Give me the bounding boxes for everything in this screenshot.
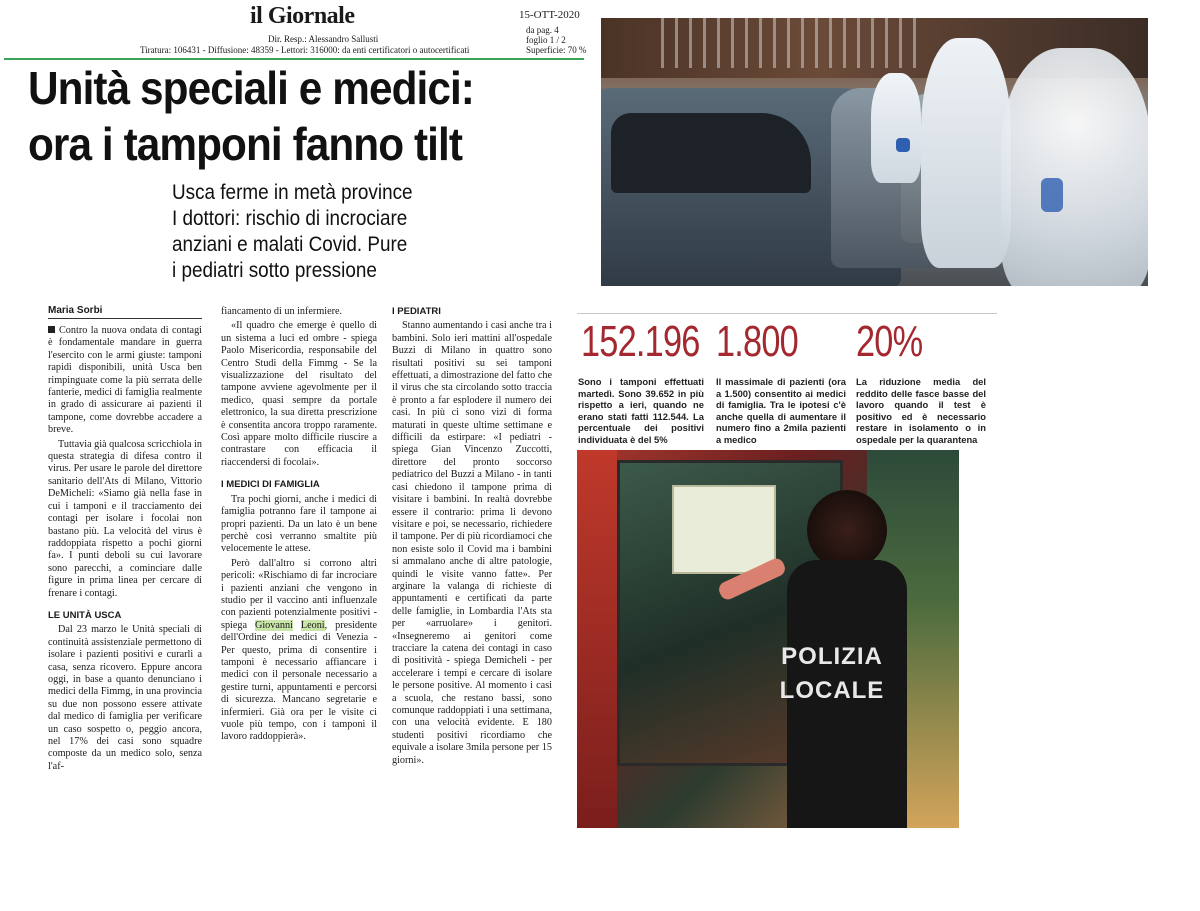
vest-line-2: LOCALE xyxy=(779,677,885,704)
photo-polizia-locale xyxy=(577,450,959,828)
subhead-line-1: Usca ferme in metà province xyxy=(172,181,413,204)
newspaper-logo: il Giornale xyxy=(250,3,355,29)
stat-text-3: La riduzione media del reddito delle fasce basse del lavoro quando il test è positivo ed è necessario restare in isolamento o in ospedale per la quarantena xyxy=(856,376,986,445)
vest-line-1: POLIZIA xyxy=(781,643,883,670)
byline: Maria Sorbi xyxy=(48,305,202,319)
blue-glove xyxy=(1041,178,1063,212)
subhead-line-4: i pediatri sotto pressione xyxy=(172,259,377,282)
car-windshield xyxy=(611,113,811,193)
paragraph: «Il quadro che emerge è quello di un sistema a luci ed ombre - spiega Paolo Misericordia, responsabile del Centro Studi della Fimmg - Se la visualizzazione del risultato del tampone avviene agevolmente per il medico, quasi sempre da portale elettronico, la sua diretta prescrizione è consentita ancora troppo raramente. Così appare molto difficile riuscire a contrastare con efficacia il riaccendersi di focolai». xyxy=(221,320,377,468)
page-number: da pag. 4 xyxy=(526,25,559,35)
paragraph: Tuttavia già qualcosa scricchiola in questa strategia di difesa contro il virus. Per usare le parole del direttore sanitario dell'Ats di Milano, Vittorio DeMicheli: «Siamo già nella fase in cui i tamponi e il tracciamento dei contagi per isolare i focolai non bastano più. La velocità del virus è raddoppiata rispetto a pochi giorni fa». I punti deboli su cui lavorare sono parecchi, a cominciare dalle figure in prima linea per cercare di frenare i contagi. xyxy=(48,438,202,599)
paragraph-text: Contro la nuova ondata di contagi è fondamentale mandare in guerra l'esercito con le armi giuste: tamponi rapidi disponibili, unità Usca ben rimpinguate come la più serrata delle fanterie, medici di famiglia realmente in grado di assicurare ai pazienti il tampone, come dovrebbe accadere a breve. xyxy=(48,325,202,436)
stat-text-2: Il massimale di pazienti (ora a 1.500) consentito ai medici di famiglia. Tra le ipotesi c'è anche quella di aumentare il numero fino a 2mila pazienti a medico xyxy=(716,376,846,445)
headline xyxy=(28,60,543,172)
start-square-icon xyxy=(48,326,55,333)
issue-date: 15-OTT-2020 xyxy=(519,9,580,21)
stat-number-3: 20% xyxy=(856,317,923,366)
red-door-frame xyxy=(577,450,617,828)
stat-number-1: 152.196 xyxy=(581,317,700,366)
highlighted-name: Giovanni xyxy=(254,619,293,631)
section-heading: I MEDICI DI FAMIGLIA xyxy=(221,479,320,491)
article-column-3 xyxy=(392,306,552,769)
paragraph-text: , presidente dell'Ordine dei medici di Venezia - Per questo, prima di consentire i tamponi è necessario affiancare i medici con il personale necessario a gestire turni, appuntamenti e percorsi di sicurezza. Mancano segretarie e infermieri. Già ora per le visite ci vuole più tempo, con i tamponi il lavoro raddoppierà». xyxy=(221,619,377,743)
stat-text-1: Sono i tamponi effettuati martedì. Sono 39.652 in più rispetto a ieri, quando ne erano stati fatti 112.544. La percentuale dei positivi individuata è del 5% xyxy=(578,376,704,445)
posted-notice xyxy=(672,485,776,574)
officer-hair xyxy=(807,490,887,570)
highlighted-surname: Leoni xyxy=(300,619,325,631)
paragraph: Tra pochi giorni, anche i medici di famiglia potranno fare il tampone ai propri pazienti. Da un lato è un bene perchè così verranno smaltite più velocemente le attese. xyxy=(221,493,377,555)
blue-glove-small xyxy=(896,138,910,152)
paragraph xyxy=(221,558,377,744)
director-line: Dir. Resp.: Alessandro Sallusti xyxy=(268,34,379,44)
paragraph: Stanno aumentando i casi anche tra i bambini. Solo ieri mattini all'ospedale Buzzi di Milano in quattro sono risultati positivi su sei tamponi effettuati, a dimostrazione del fatto che il virus che sta circolando sotto traccia è pronto a far esplodere il numero dei casi. In più ci sono vizi di forma maturati in queste ultime settimane e difficili da estirpare: «I pediatri - spiega Gian Vincenzo Zuccotti, direttore del pronto soccorso pediatrico del Buzzi a Milano - in tanti casi chiedono il tampone prima di visitare i bambini. In realtà dovrebbe essere il contrario: prima li devono visitare e poi, se necessario, richiedere il tampone. Per di più ricordiamoci che non esiste solo il Covid ma i bambini si ammalano anche di altre patologie, quindi le visite vanno fatte». Per arginare la valanga di richieste di appuntamenti e certificati da parte delle famiglie, in Lombardia l'Ats sta per «arruolare» i genitori. «Insegneremo ai genitori come tracciare la catena dei contagi in caso di positività - spiega Demicheli - per accelerare i tempi e cercare di isolare le persone positive. Al momento i casi a scuola, che restano bassi, sono comunque raddoppiati i una settimana, con una velocità evidente. E 180 studenti positivi ricordiamo che equivale a isolare 3mila persone per 15 giorni». xyxy=(392,320,552,766)
page-info xyxy=(526,25,586,55)
section-heading: LE UNITÀ USCA xyxy=(48,609,122,621)
headline-line-1: Unità speciali e medici: xyxy=(28,62,474,114)
folio: foglio 1 / 2 xyxy=(526,35,566,45)
article-column-1 xyxy=(48,325,202,775)
subhead-line-3: anziani e malati Covid. Pure xyxy=(172,233,408,256)
article-column-2 xyxy=(221,306,377,746)
medic-figure-1 xyxy=(921,38,1011,268)
paragraph xyxy=(48,325,202,437)
paragraph: Dal 23 marzo le Unità speciali di continuità assistenziale permettono di isolare i pazienti positivi e curarli a casa, senza ricovero. Eppure ancora oggi, in base a quanto denunciano i medici della Fimmg, in una provincia su due non possono essere attivate dal medico di famiglia per verificare un caso sospetto o, peggio ancora, nel 17% dei casi sono squadre composte da un medico solo, senza l'af- xyxy=(48,624,202,772)
paragraph-text: Però dall'altro si corrono altri pericoli: «Rischiamo di far incrociare i pazienti anziani che vengono in studio per il vaccino anti influenzale con pazienti potenzialmente positivi - spiega xyxy=(221,557,377,631)
surface: Superficie: 70 % xyxy=(526,45,587,55)
headline-line-2: ora i tamponi fanno tilt xyxy=(28,118,463,170)
section-heading: I PEDIATRI xyxy=(392,306,441,317)
paragraph: fiancamento di un infermiere. xyxy=(221,306,343,317)
stat-number-2: 1.800 xyxy=(716,317,798,366)
photo-drive-through-testing xyxy=(601,18,1148,286)
subheadline xyxy=(172,180,442,284)
circulation-line: Tiratura: 106431 - Diffusione: 48359 - Lettori: 316000: da enti certificatori o autocertificati xyxy=(140,45,470,55)
fence xyxy=(661,18,921,68)
stats-rule xyxy=(577,313,997,314)
medic-figure-blurred xyxy=(1001,48,1148,286)
subhead-line-2: I dottori: rischio di incrociare xyxy=(172,207,408,230)
vest-lettering xyxy=(767,640,897,708)
medic-figure-2 xyxy=(871,73,921,183)
